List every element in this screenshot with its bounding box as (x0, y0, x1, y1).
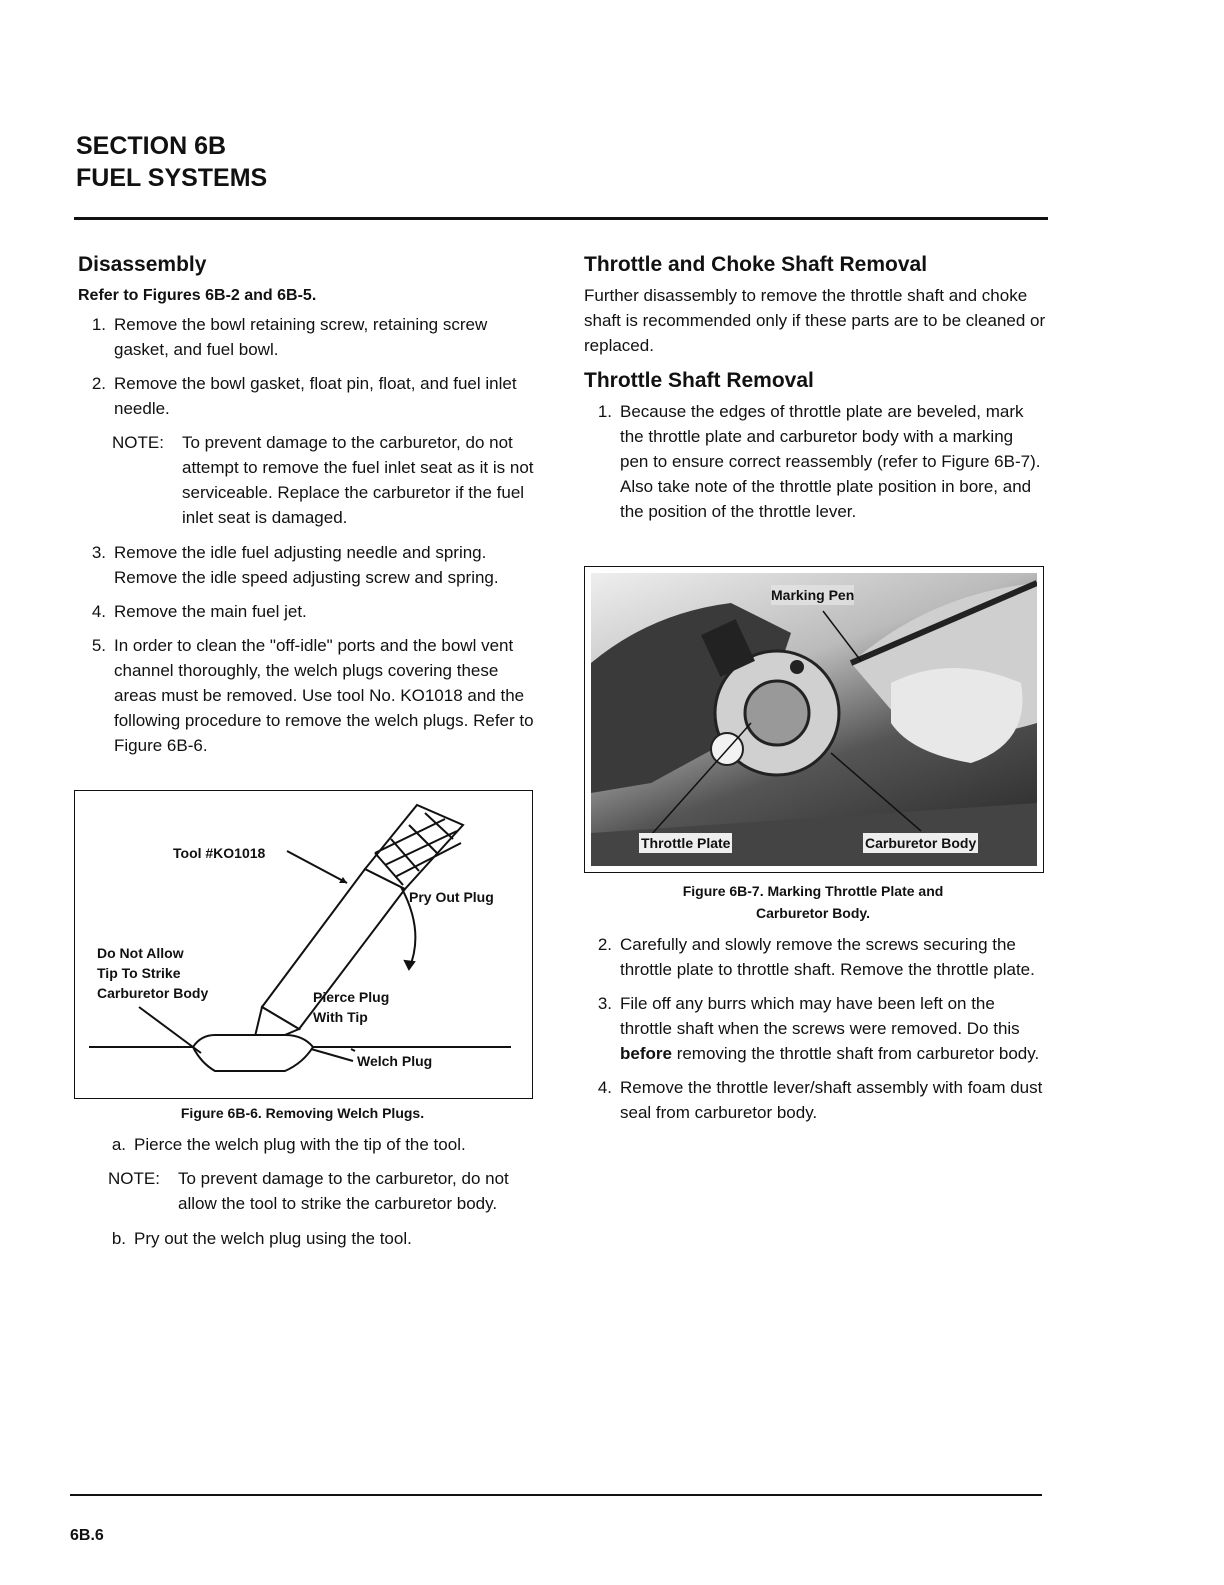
note-text: To prevent damage to the carburetor, do not attempt to remove the fuel inlet seat as it is not serviceable. Replace the carburetor if the fuel inlet seat is damaged. (182, 433, 534, 527)
footer-rule (70, 1494, 1042, 1496)
header-rule (74, 217, 1048, 220)
step-text: Carefully and slowly remove the screws securing the throttle plate to throttle shaft. Remove the throttle plate. (620, 935, 1035, 979)
list-item (78, 599, 534, 624)
step-text: Remove the bowl retaining screw, retaining screw gasket, and fuel bowl. (114, 315, 488, 359)
step-text: Remove the bowl gasket, float pin, float, and fuel inlet needle. (114, 374, 517, 418)
list-item (584, 1075, 1046, 1125)
figure-reference: Refer to Figures 6B-2 and 6B-5. (78, 287, 317, 304)
left-column-continued (78, 1132, 534, 1260)
step-text-part: File off any burrs which may have been left on the throttle shaft when the screws were removed. Do this (620, 994, 1020, 1038)
step-number: 4. (91, 602, 106, 621)
right-column-continued (584, 932, 1046, 1134)
list-item (98, 1226, 534, 1251)
step-text: Remove the main fuel jet. (114, 602, 307, 621)
list-item (98, 1132, 534, 1157)
left-column (78, 252, 534, 767)
intro-paragraph: Further disassembly to remove the throttle shaft and choke shaft is recommended only if these parts are to be cleaned or replaced. (584, 286, 1046, 355)
list-item (78, 312, 534, 362)
list-item (584, 991, 1046, 1066)
substep-text: Pierce the welch plug with the tip of the tool. (134, 1135, 466, 1154)
pierce-line-2: With Tip (313, 1009, 368, 1025)
pry-out-label: Pry Out Plug (409, 889, 494, 905)
section-number: SECTION 6B (76, 132, 227, 160)
page-number: 6B.6 (70, 1527, 104, 1544)
warning-line-3: Carburetor Body (97, 985, 209, 1001)
figure-6b-7 (584, 566, 1044, 873)
tool-handle (365, 805, 463, 889)
welch-plug-shape (193, 1035, 313, 1071)
section-header (76, 130, 267, 194)
carburetor-body-label: Carburetor Body (865, 835, 977, 851)
section-title: FUEL SYSTEMS (76, 164, 268, 192)
pierce-line-1: Pierce Plug (313, 989, 390, 1005)
step-number: 1. (91, 315, 106, 334)
list-item (78, 540, 534, 590)
substep-text: Pry out the welch plug using the tool. (134, 1229, 412, 1248)
step-number: 1. (597, 402, 612, 421)
step-text: Remove the throttle lever/shaft assembly with foam dust seal from carburetor body. (620, 1078, 1043, 1122)
warning-label (97, 943, 208, 1003)
step-number: 2. (91, 374, 106, 393)
step-text (620, 991, 1046, 1066)
caption-line-2: Carburetor Body. (755, 905, 871, 921)
photo-marking-pen (591, 573, 1037, 866)
marking-pen-label: Marking Pen (771, 587, 855, 603)
right-column (584, 252, 1046, 533)
photo-illustration (591, 573, 1037, 866)
note (112, 430, 534, 530)
note-text: To prevent damage to the carburetor, do not allow the tool to strike the carburetor body. (178, 1169, 509, 1213)
step-text: Remove the idle fuel adjusting needle and spring. Remove the idle speed adjusting screw and spring. (114, 543, 499, 587)
throttle-shaft-heading: Throttle Shaft Removal (584, 369, 814, 392)
step-text-part: removing the throttle shaft from carburetor body. (671, 1044, 1040, 1063)
substep-letter: b. (111, 1229, 126, 1248)
step-text: Because the edges of throttle plate are beveled, mark the throttle plate and carburetor body with a marking pen to ensure correct reassembly (refer to Figure 6B-7). Also take note of the throttle plate position in bore, and the position of the throttle lever. (620, 402, 1041, 521)
warning-line-1: Do Not Allow (97, 945, 184, 961)
list-item (78, 371, 534, 421)
emphasis: before (620, 1044, 672, 1063)
substep-letter: a. (111, 1135, 126, 1154)
step-number: 2. (597, 935, 612, 954)
throttle-choke-heading: Throttle and Choke Shaft Removal (584, 253, 928, 276)
note-label: NOTE: (108, 1169, 160, 1188)
warning-line-2: Tip To Strike (97, 965, 181, 981)
pierce-label (313, 987, 389, 1027)
step-number: 3. (91, 543, 106, 562)
step-number: 3. (597, 994, 612, 1013)
welch-plug-label: Welch Plug (357, 1053, 433, 1069)
list-item (584, 932, 1046, 982)
list-item (78, 633, 534, 758)
caption-line-1: Figure 6B-7. Marking Throttle Plate and (682, 883, 944, 899)
figure-6b-7-caption (584, 880, 1042, 924)
step-text: In order to clean the "off-idle" ports and the bowl vent channel thoroughly, the welch plugs covering these areas must be removed. Use tool No. KO1018 and the following procedure to remove the welch plugs. Refer to Figure 6B-6. (114, 636, 534, 755)
figure-6b-6 (74, 790, 533, 1099)
throttle-plate-label: Throttle Plate (641, 835, 731, 851)
note (108, 1166, 534, 1216)
step-number: 5. (91, 636, 106, 655)
tool-label: Tool #KO1018 (173, 845, 266, 861)
step-number: 4. (597, 1078, 612, 1097)
disassembly-heading: Disassembly (78, 253, 207, 276)
list-item (584, 399, 1046, 524)
figure-6b-6-caption: Figure 6B-6. Removing Welch Plugs. (180, 1105, 425, 1121)
note-label: NOTE: (112, 433, 164, 452)
